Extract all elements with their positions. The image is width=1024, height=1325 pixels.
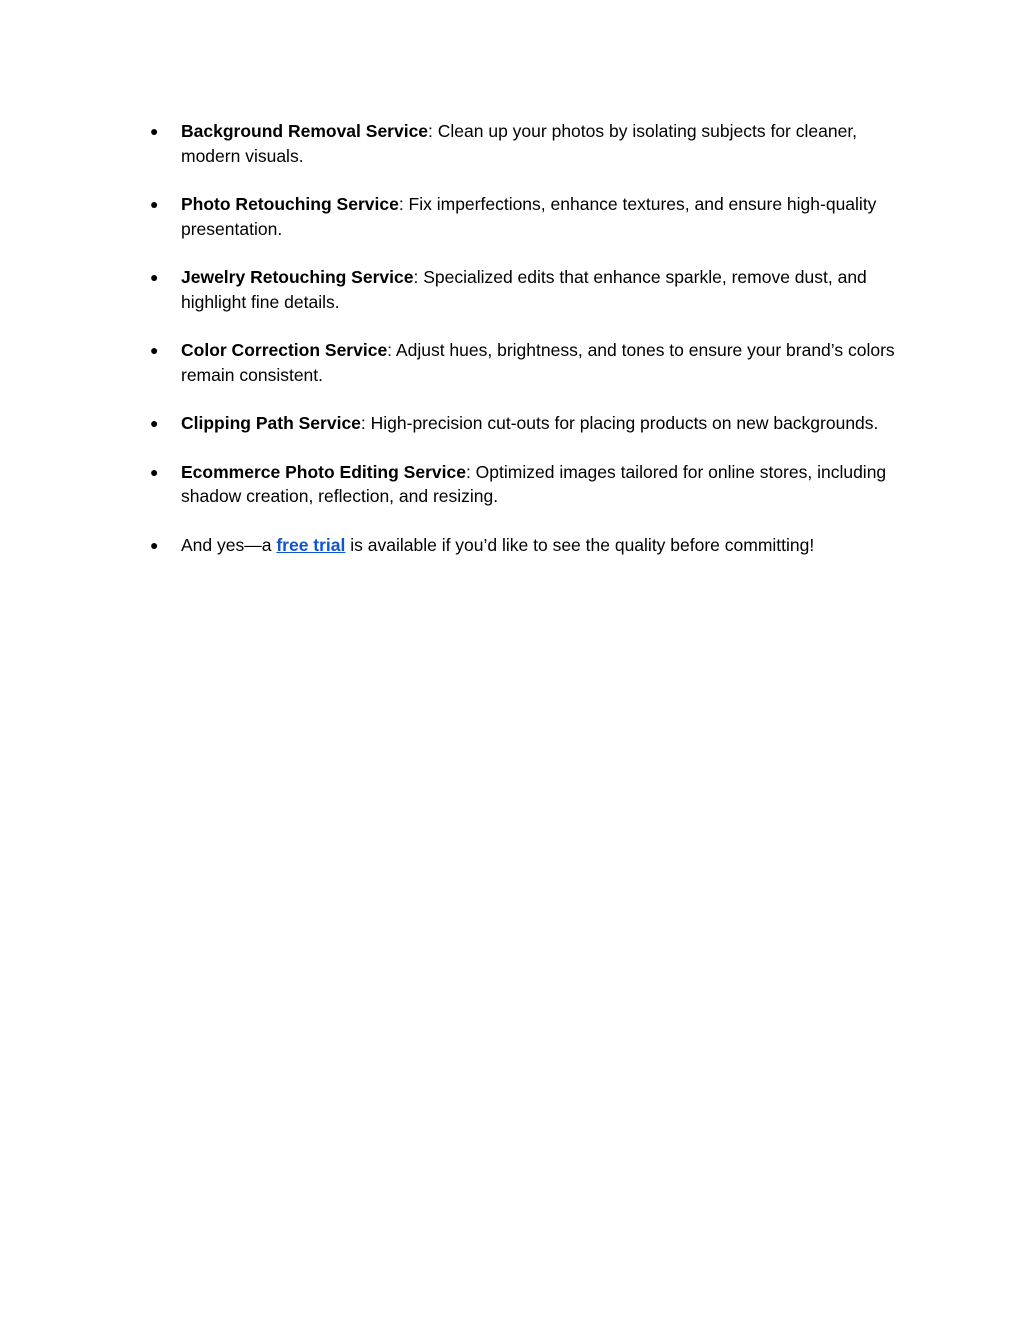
item-title: Jewelry Retouching Service xyxy=(181,267,414,287)
bullet-icon: ● xyxy=(150,342,159,358)
item-title: Ecommerce Photo Editing Service xyxy=(181,461,466,482)
closing-prefix: And yes—a xyxy=(181,534,277,555)
item-description: : Optimized images tailored for online stores, including shadow creation, reflection, and resizing. xyxy=(181,461,887,506)
item-title: Clipping Path Service xyxy=(181,413,361,433)
bullet-icon: ● xyxy=(150,415,159,431)
item-description: : Adjust hues, brightness, and tones to ensure your brand’s colors remain consistent. xyxy=(181,340,895,385)
item-description: : High-precision cut-outs for placing products on new backgrounds. xyxy=(360,413,879,433)
item-title: Background Removal Service xyxy=(181,121,429,141)
list-item xyxy=(150,460,920,509)
item-title: Photo Retouching Service xyxy=(181,194,399,214)
item-description: : Specialized edits that enhance sparkle, remove dust, and highlight fine details. xyxy=(181,267,867,312)
item-title: Color Correction Service xyxy=(181,340,388,360)
item-description: : Clean up your photos by isolating subjects for cleaner, modern visuals. xyxy=(181,121,858,166)
list-item xyxy=(150,338,920,387)
list-item xyxy=(150,265,920,314)
bullet-icon: ● xyxy=(150,196,159,212)
closing-list-item xyxy=(150,533,920,558)
list-item xyxy=(150,119,920,168)
free-trial-link[interactable]: free trial xyxy=(276,534,346,555)
item-description: : Fix imperfections, enhance textures, and ensure high-quality presentation. xyxy=(181,194,877,239)
list-item xyxy=(150,192,920,241)
list-item xyxy=(150,411,920,436)
closing-suffix: is available if you’d like to see the quality before committing! xyxy=(345,534,815,555)
service-list xyxy=(150,119,920,581)
bullet-icon: ● xyxy=(150,463,159,480)
bullet-icon: ● xyxy=(150,269,159,285)
bullet-icon: ● xyxy=(150,536,159,553)
bullet-icon: ● xyxy=(150,123,159,139)
